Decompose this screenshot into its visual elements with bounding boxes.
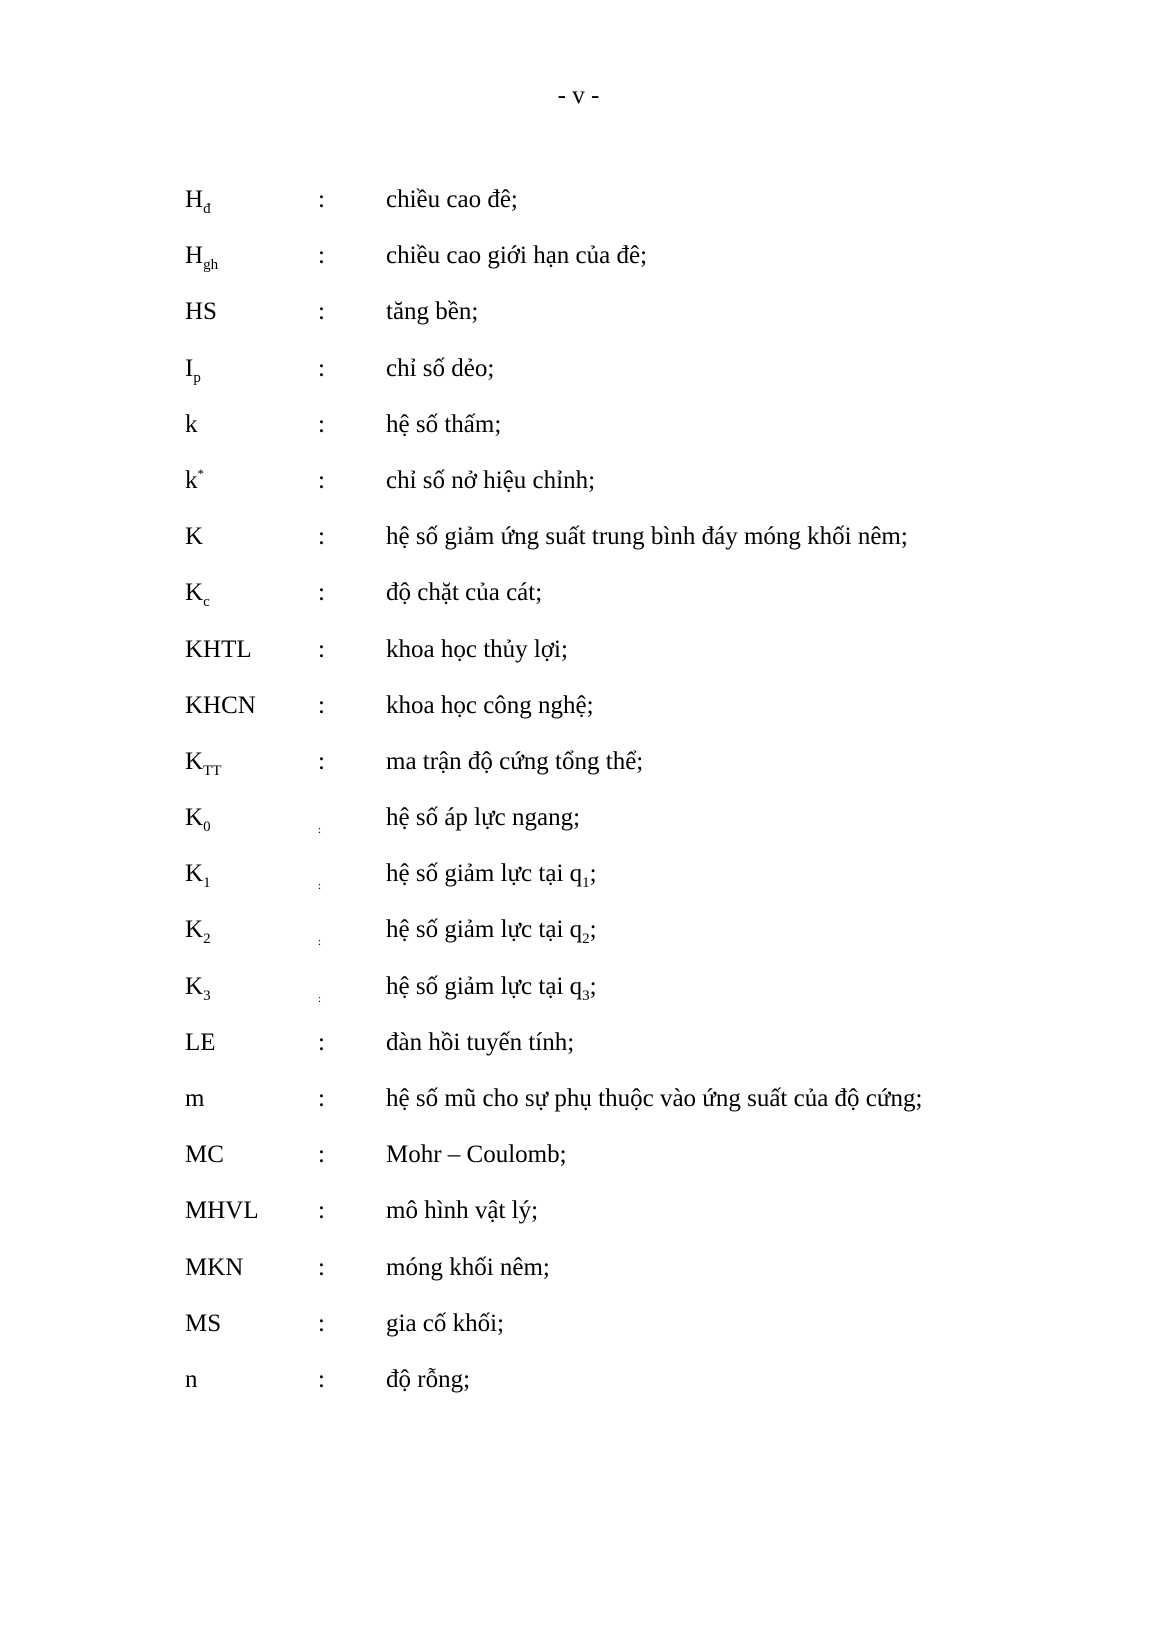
definition: gia cố khối; <box>386 1309 505 1337</box>
separator-colon: : <box>318 466 325 494</box>
list-item <box>0 409 1157 465</box>
definition: móng khối nêm; <box>386 1253 550 1281</box>
list-item <box>0 802 1157 858</box>
list-item <box>0 521 1157 577</box>
separator-colon: : <box>318 579 325 607</box>
separator-colon: : <box>318 1085 325 1112</box>
list-item <box>0 1308 1157 1364</box>
list-item <box>0 240 1157 296</box>
list-item <box>0 1027 1157 1083</box>
symbol: HS <box>185 298 217 326</box>
symbol: n <box>185 1365 198 1393</box>
symbol: $K_{TT}$ <box>185 747 222 779</box>
separator-colon: : <box>318 992 322 1005</box>
separator-colon: : <box>318 1253 325 1281</box>
symbol: MS <box>185 1309 222 1337</box>
list-item <box>0 914 1157 970</box>
definition: chỉ số dẻo; <box>386 354 495 382</box>
separator-colon: : <box>318 354 325 382</box>
list-item <box>0 1139 1157 1195</box>
page-number: - v - <box>557 82 600 109</box>
abbreviation-list <box>0 184 1157 1420</box>
separator-colon: : <box>318 691 325 719</box>
definition: tăng bền; <box>386 298 479 326</box>
definition: Mohr – Coulomb; <box>386 1141 567 1169</box>
list-item <box>0 465 1157 521</box>
symbol: $K_0$ <box>185 804 211 836</box>
symbol: m <box>185 1085 205 1112</box>
list-item <box>0 746 1157 802</box>
separator-colon: : <box>318 936 322 949</box>
list-item <box>0 1195 1157 1251</box>
list-item <box>0 858 1157 914</box>
list-item <box>0 634 1157 690</box>
symbol: MKN <box>185 1253 244 1281</box>
symbol: K <box>185 523 204 551</box>
list-item <box>0 1252 1157 1308</box>
symbol: $H_{gh}$ <box>185 242 219 274</box>
definition: hệ số giảm lực tại $q_3$; <box>386 972 597 1004</box>
definition: ma trận độ cứng tổng thể; <box>386 747 644 775</box>
separator-colon: : <box>318 747 325 775</box>
separator-colon: : <box>318 1309 325 1337</box>
symbol: KHCN <box>185 691 256 719</box>
separator-colon: : <box>318 1141 325 1169</box>
symbol: $K_c$ <box>185 579 210 611</box>
separator-colon: : <box>318 880 322 893</box>
separator-colon: : <box>318 242 325 270</box>
symbol: $K_1$ <box>185 860 211 892</box>
definition: hệ số mũ cho sự phụ thuộc vào ứng suất của độ cứng; <box>386 1085 923 1112</box>
symbol: $I_p$ <box>185 354 201 386</box>
definition: hệ số giảm lực tại $q_1$; <box>386 860 597 892</box>
list-item <box>0 1364 1157 1420</box>
definition: hệ số áp lực ngang; <box>386 804 581 832</box>
list-item <box>0 577 1157 633</box>
definition: đàn hồi tuyến tính; <box>386 1028 575 1056</box>
separator-colon: : <box>318 410 325 438</box>
list-item <box>0 971 1157 1027</box>
symbol: k <box>185 410 198 438</box>
separator-colon: : <box>318 523 325 551</box>
symbol: MHVL <box>185 1197 259 1225</box>
symbol: $H_đ$ <box>185 186 211 217</box>
definition: hệ số thấm; <box>386 410 502 438</box>
definition: chiều cao đê; <box>386 186 518 213</box>
separator-colon: : <box>318 298 325 326</box>
separator-colon: : <box>318 824 322 837</box>
list-item <box>0 1083 1157 1139</box>
definition: độ rỗng; <box>386 1365 471 1393</box>
separator-colon: : <box>318 1365 325 1393</box>
definition: mô hình vật lý; <box>386 1197 539 1225</box>
symbol: KHTL <box>185 635 252 663</box>
symbol: $K_2$ <box>185 916 211 948</box>
list-item <box>0 296 1157 352</box>
list-item <box>0 353 1157 409</box>
definition: độ chặt của cát; <box>386 579 543 607</box>
symbol: LE <box>185 1028 216 1056</box>
definition: hệ số giảm lực tại $q_2$; <box>386 916 597 948</box>
list-item <box>0 690 1157 746</box>
definition: chiều cao giới hạn của đê; <box>386 242 648 270</box>
separator-colon: : <box>318 186 325 213</box>
symbol: k* <box>185 465 204 494</box>
definition: khoa học công nghệ; <box>386 691 594 719</box>
separator-colon: : <box>318 1028 325 1056</box>
list-item <box>0 184 1157 240</box>
definition: khoa học thủy lợi; <box>386 635 568 663</box>
symbol: $K_3$ <box>185 972 211 1004</box>
definition: hệ số giảm ứng suất trung bình đáy móng khối nêm; <box>386 523 908 551</box>
separator-colon: : <box>318 1197 325 1225</box>
symbol: MC <box>185 1141 224 1169</box>
definition: chỉ số nở hiệu chỉnh; <box>386 466 596 494</box>
separator-colon: : <box>318 635 325 663</box>
